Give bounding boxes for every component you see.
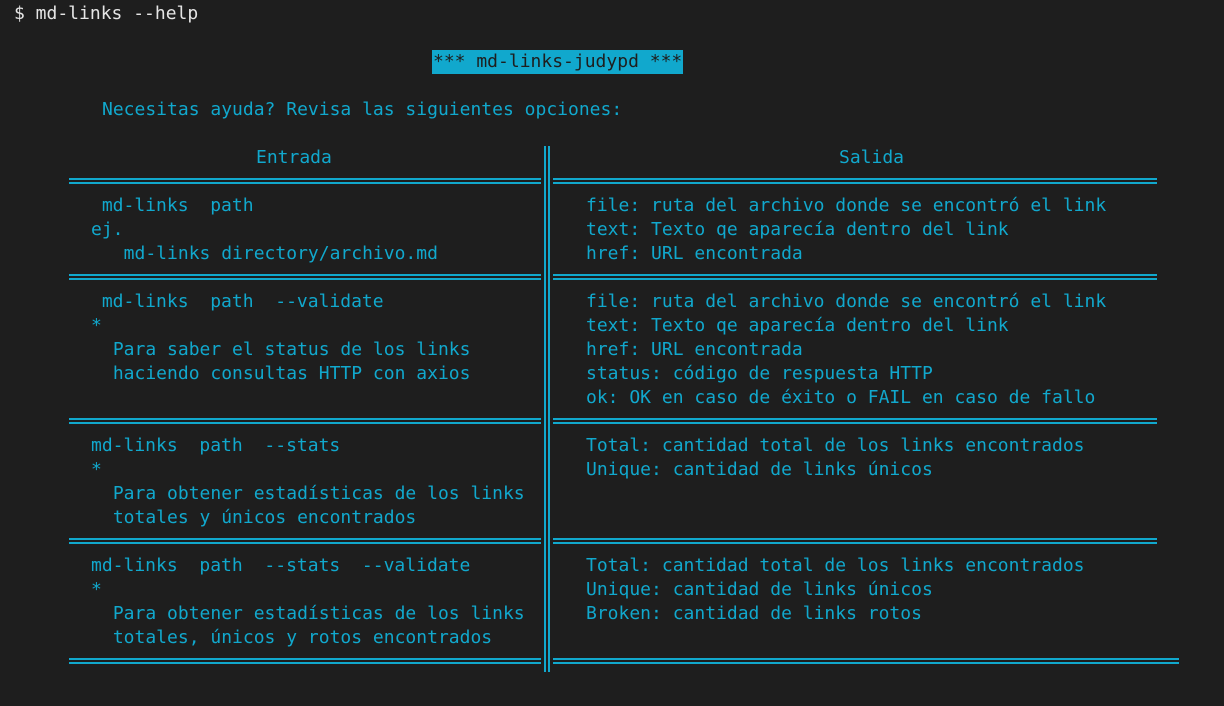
row-output-line: Total: cantidad total de los links encontrados [586, 435, 1085, 456]
row-divider [553, 178, 1157, 184]
row-output-line: status: código de respuesta HTTP [586, 363, 933, 384]
row-output-line: file: ruta del archivo donde se encontró el link [586, 291, 1107, 312]
row-output-line: Unique: cantidad de links únicos [586, 579, 933, 600]
app-banner: *** md-links-judypd *** [433, 51, 683, 72]
row-divider [553, 418, 1157, 424]
row-input-line: * [91, 315, 102, 336]
row-divider [69, 418, 541, 424]
row-input-line: ej. [91, 219, 124, 240]
header-input: Entrada [256, 147, 332, 168]
header-output: Salida [839, 147, 905, 168]
row-divider [69, 178, 541, 184]
row-output-line: Unique: cantidad de links únicos [586, 459, 933, 480]
row-input-line: Para obtener estadísticas de los links [102, 483, 525, 504]
row-input-line: haciendo consultas HTTP con axios [102, 363, 471, 384]
row-divider [553, 538, 1157, 544]
row-output-line: href: URL encontrada [586, 339, 803, 360]
row-input-line: md-links path [91, 195, 254, 216]
row-output-line: file: ruta del archivo donde se encontró el link [586, 195, 1107, 216]
row-input-line: totales, únicos y rotos encontrados [102, 627, 493, 648]
command-prompt: $ md-links --help [14, 3, 199, 24]
row-output-line: Total: cantidad total de los links encontrados [586, 555, 1085, 576]
row-output-line: text: Texto qe aparecía dentro del link [586, 315, 1009, 336]
column-divider [544, 146, 550, 672]
row-input-line: Para saber el status de los links [102, 339, 471, 360]
row-input-line: * [91, 459, 102, 480]
row-divider [69, 658, 541, 664]
row-divider [553, 658, 1179, 664]
help-intro: Necesitas ayuda? Revisa las siguientes opciones: [102, 99, 623, 120]
row-divider [69, 274, 541, 280]
row-divider [553, 274, 1157, 280]
row-divider [69, 538, 541, 544]
row-input-line: totales y únicos encontrados [102, 507, 417, 528]
row-output-line: ok: OK en caso de éxito o FAIL en caso de fallo [586, 387, 1096, 408]
row-input-line: md-links path --stats [91, 435, 341, 456]
row-input-line: md-links path --validate [91, 291, 384, 312]
row-output-line: text: Texto qe aparecía dentro del link [586, 219, 1009, 240]
row-output-line: Broken: cantidad de links rotos [586, 603, 922, 624]
row-output-line: href: URL encontrada [586, 243, 803, 264]
row-input-line: * [91, 579, 102, 600]
row-input-line: md-links directory/archivo.md [102, 243, 438, 264]
row-input-line: md-links path --stats --validate [91, 555, 471, 576]
row-input-line: Para obtener estadísticas de los links [102, 603, 525, 624]
